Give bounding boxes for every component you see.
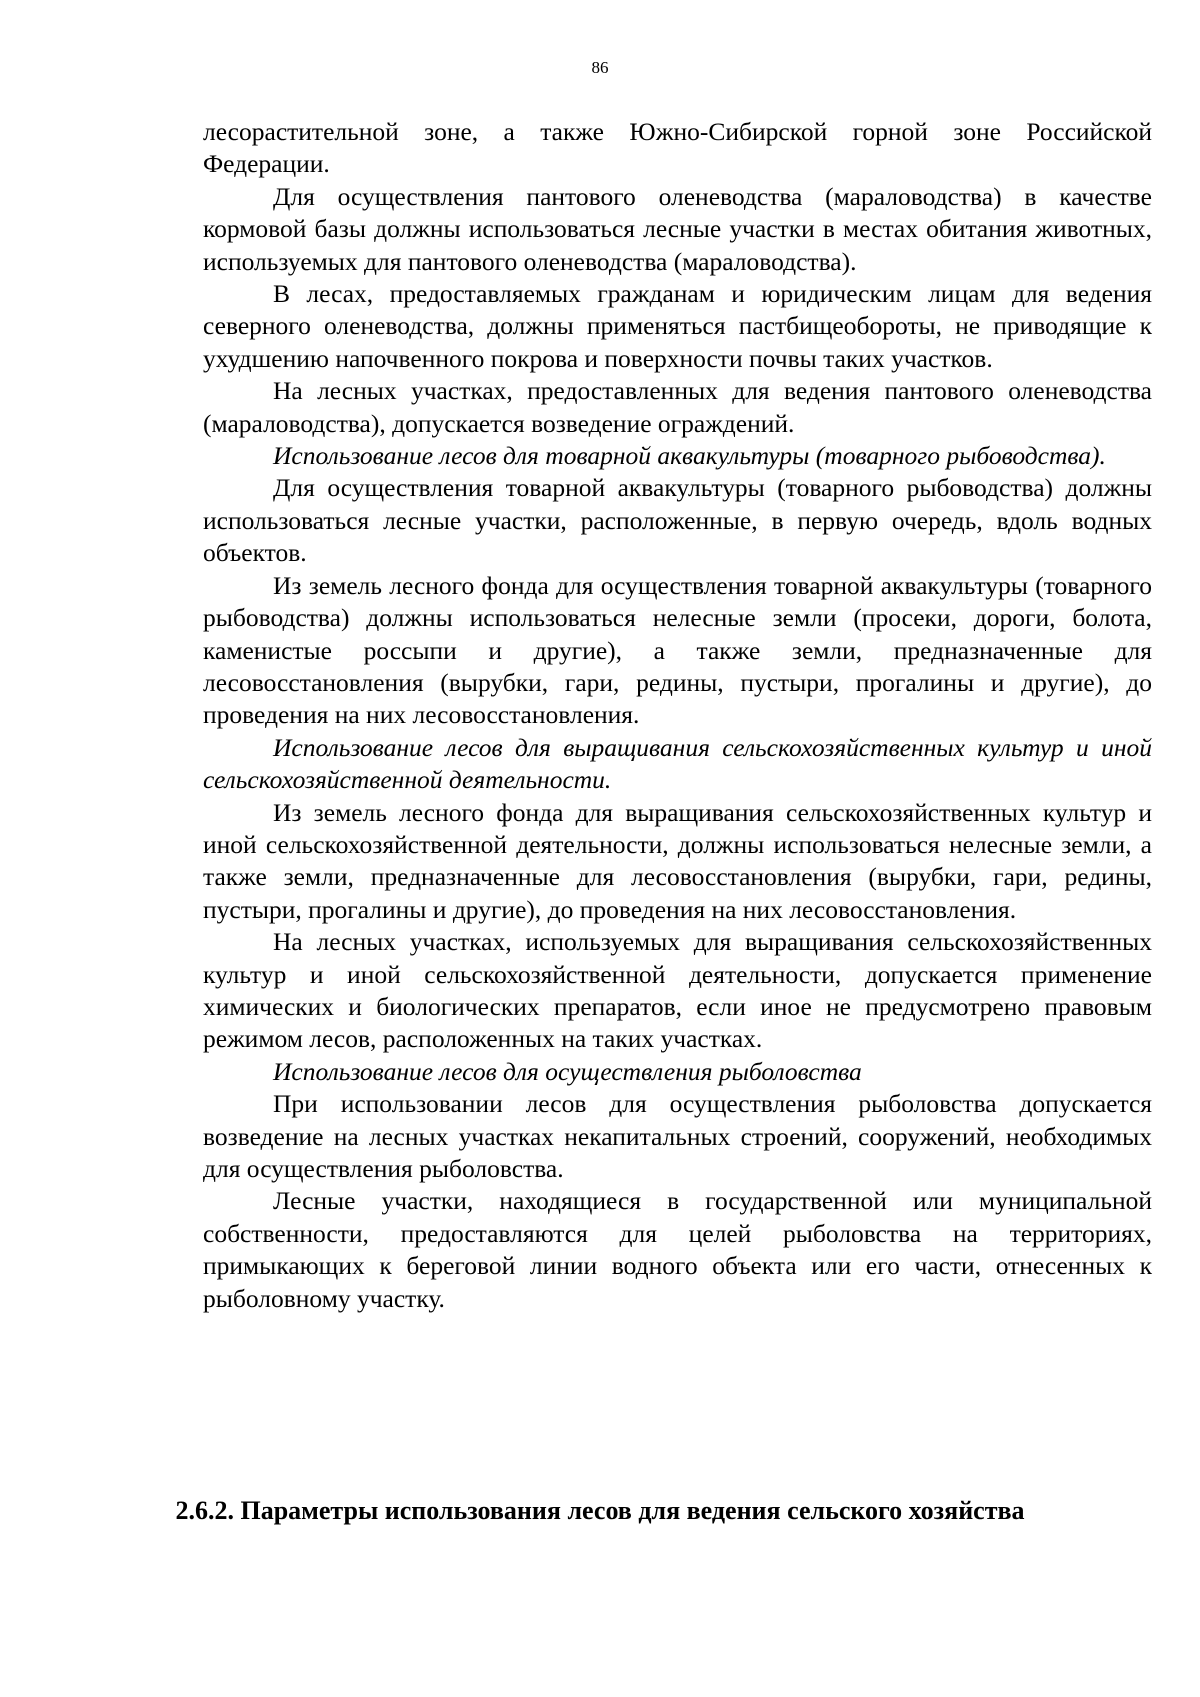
paragraph-aquaculture-plots: Для осуществления товарной аквакультуры (товарного рыбоводства) должны использоваться лесные участки, расположенные, в первую очередь, вдоль водных объектов.: [203, 473, 1152, 568]
page-number: 86: [591, 58, 609, 77]
paragraph-aquaculture-lands: Из земель лесного фонда для осуществления товарной аквакультуры (товарного рыбоводства) должны использоваться нелесные земли (просеки, дороги, болота, каменистые россыпи и другие), а также земли, предназначенные для лесовосстановления (вырубки, гари, редины, пустыри, прогалины и другие), до проведения на них лесовосстановления.: [203, 570, 1152, 730]
document-body: [203, 116, 1152, 1315]
subheading-agriculture: Использование лесов для выращивания сельскохозяйственных культур и иной сельскохозяйственной деятельности.: [203, 732, 1152, 795]
paragraph-agriculture-lands: Из земель лесного фонда для выращивания сельскохозяйственных культур и иной сельскохозяйственной деятельности, должны использоваться нелесные земли, а также земли, предназначенные для лесовосстановления (вырубки, гари, редины, пустыри, прогалины и другие), до проведения на них лесовосстановления.: [203, 797, 1152, 924]
paragraph-fishing-structures: При использовании лесов для осуществления рыболовства допускается возведение на лесных участках некапитальных строений, сооружений, необходимых для осуществления рыболовства.: [203, 1089, 1152, 1183]
subheading-aquaculture: Использование лесов для товарной аквакультуры (товарного рыбоводства).: [273, 441, 1106, 471]
paragraph-continuation: лесорастительной зоне, а также Южно-Сибирской горной зоне Российской Федерации.: [203, 117, 1152, 179]
subheading-fishing: Использование лесов для осуществления рыболовства: [273, 1056, 862, 1086]
paragraph-fences: На лесных участках, предоставленных для ведения пантового оленеводства (мараловодства), допускается возведение ограждений.: [203, 376, 1152, 438]
paragraph-northern-reindeer: В лесах, предоставляемых гражданам и юридическим лицам для ведения северного оленеводства, должны применяться пастбищеобороты, не приводящие к ухудшению напочвенного покрова и поверхности почвы таких участков.: [203, 279, 1152, 373]
section-heading: 2.6.2. Параметры использования лесов для ведения сельского хозяйства: [175, 1496, 1025, 1525]
paragraph-maral-feed-base: Для осуществления пантового оленеводства (мараловодства) в качестве кормовой базы должны использоваться лесные участки в местах обитания животных, используемых для пантового оленеводства (мараловодства).: [203, 181, 1152, 276]
paragraph-fishing-plots: Лесные участки, находящиеся в государственной или муниципальной собственности, предоставляются для целей рыболовства на территориях, примыкающих к береговой линии водного объекта или его части, отнесенных к рыболовному участку.: [203, 1186, 1152, 1313]
paragraph-agriculture-chemicals: На лесных участках, используемых для выращивания сельскохозяйственных культур и иной сельскохозяйственной деятельности, допускается применение химических и биологических препаратов, если иное не предусмотрено правовым режимом лесов, расположенных на таких участках.: [203, 927, 1152, 1054]
